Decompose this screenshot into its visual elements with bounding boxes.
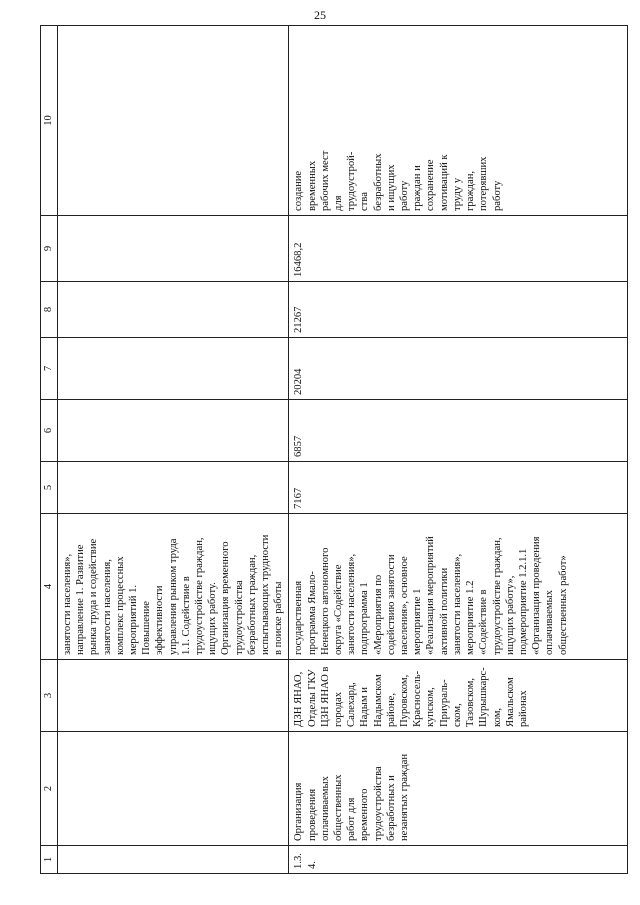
- cell-value-6: 6857: [289, 400, 628, 462]
- cell-value-7: 20204: [289, 338, 628, 400]
- header-col-4: 4: [41, 514, 58, 660]
- rotated-table-frame: [40, 26, 600, 874]
- table-row: [289, 26, 628, 874]
- header-col-1: 1: [41, 846, 58, 874]
- table-row: [58, 26, 289, 874]
- header-col-3: 3: [41, 660, 58, 732]
- header-col-2: 2: [41, 732, 58, 846]
- cell-expected-result: создание временных рабочих мест для трудоустрой- ства безработных и ищущих работу граждан и сохранение мотиваций к труду у граждан, потерявших работу: [289, 26, 628, 216]
- cell-measure-name: Организация проведения оплачиваемых общественных работ для временного трудоустройства безработных и незанятых граждан: [289, 732, 628, 846]
- header-col-7: 7: [41, 338, 58, 400]
- cell-program-reference: государственная программа Ямало- Ненецкого автономного округа «Содействие занятости населения», подпрограмма 1 «Мероприятия по содействию занятости населения», основное мероприятие 1 «Реализация мероприятий активной политики занятости населения», мероприятие 1.2 «Содействие в трудоустройстве граждан, ищущих работу», подмероприятие 1.2.1.1 «Организация проведения оплачиваемых общественных работ»: [289, 514, 628, 660]
- cell-program-continuation: занятости населения», направление 1. Развитие рынка труда и содействие занятости населения, комплекс процессных мероприятий 1. Повышение эффективности управления рынком труда 1.1. Содействие в трудоустройстве граждан, ищущих работу. Организация временного трудоустройства безработных граждан, испытывающих трудности в поиске работы: [58, 514, 289, 660]
- cell-empty: [58, 26, 289, 216]
- cell-value-9: 16468,2: [289, 216, 628, 282]
- cell-empty: [58, 846, 289, 874]
- cell-empty: [58, 462, 289, 514]
- cell-empty: [58, 660, 289, 732]
- program-table: [40, 25, 628, 874]
- header-col-10: 10: [41, 26, 58, 216]
- cell-empty: [58, 338, 289, 400]
- page-number: 25: [314, 8, 326, 22]
- cell-value-5: 7167: [289, 462, 628, 514]
- cell-value-8: 21267: [289, 282, 628, 338]
- cell-empty: [58, 216, 289, 282]
- cell-empty: [58, 732, 289, 846]
- cell-empty: [58, 282, 289, 338]
- header-col-8: 8: [41, 282, 58, 338]
- header-col-5: 5: [41, 462, 58, 514]
- header-col-9: 9: [41, 216, 58, 282]
- cell-empty: [58, 400, 289, 462]
- header-col-6: 6: [41, 400, 58, 462]
- cell-item-number: 1.3.4.: [289, 846, 628, 874]
- cell-executors: ДЗН ЯНАО, Отделы ГКУ ЦЗН ЯНАО в городах Салехард, Надым и Надымском районе, Пуровском, Красносель- купском, Приураль- ском, Тазовском, Шурышкарс- ком, Ямальском районах: [289, 660, 628, 732]
- header-row: [41, 26, 58, 874]
- rotated-table-area: [40, 26, 640, 869]
